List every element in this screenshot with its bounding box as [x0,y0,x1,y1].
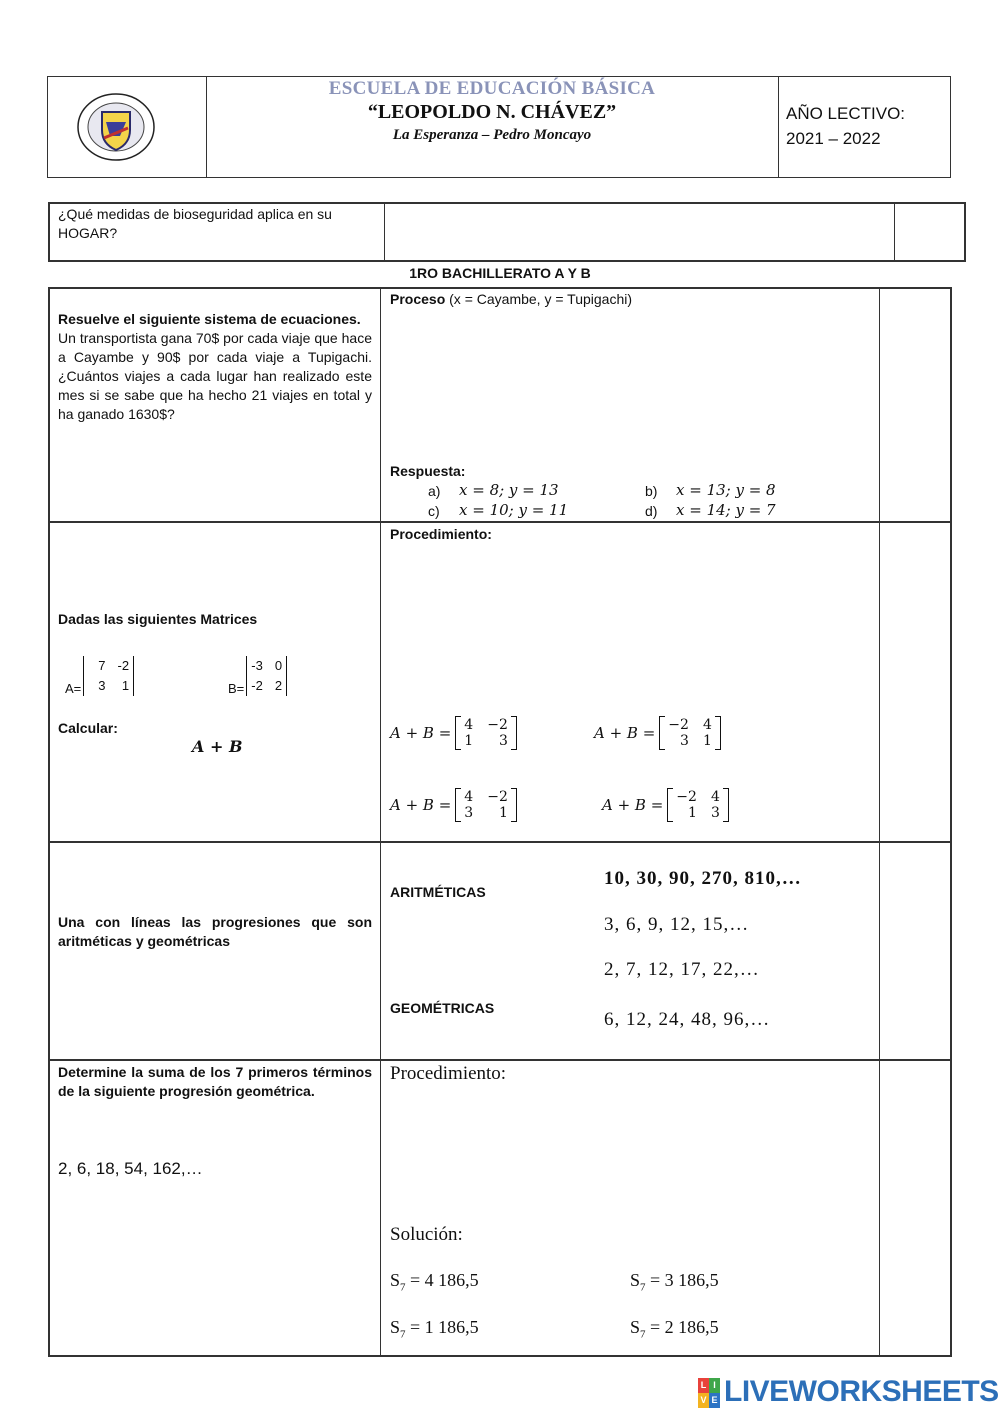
school-subname: “LEOPOLDO N. CHÁVEZ” [367,101,617,123]
q1-option-b-letter[interactable]: b) [645,483,658,499]
q1-answer-label: Respuesta: [390,463,466,479]
q2-option-4-matrix: −2 4 1 3 [667,788,729,822]
q4-divider-2 [879,1059,880,1357]
matrix-b-cell: -3 [251,658,263,673]
q3-sequence-1[interactable]: 10, 30, 90, 270, 810,… [604,868,802,889]
q3-geom-label[interactable]: GEOMÉTRICAS [390,1000,495,1016]
matrix-b-cell: -2 [251,678,263,693]
q3-row [48,841,952,1061]
q3-sequence-4[interactable]: 6, 12, 24, 48, 96,… [604,1009,771,1030]
bio-divider-1 [384,202,385,262]
q1-divider-1 [380,287,381,523]
q4-option-1[interactable]: $S_7 = 4$ 186,5 [390,1270,479,1294]
q2-option-1-lhs: A + B = [390,724,452,742]
q1-process [390,290,632,309]
q2-calc-expr: A + B [192,737,243,756]
liveworksheets-logo-icon: L I V E [698,1378,720,1408]
matrix-b-right-bar [286,656,287,696]
year-label: AÑO LECTIVO: [786,104,906,123]
school-logo [76,92,156,162]
q2-option-3-lhs: A + B = [390,796,452,814]
q1-option-a-letter[interactable]: a) [428,483,441,499]
bio-answer-field[interactable] [386,204,892,260]
q4-option-4[interactable]: $S_7 = 2$ 186,5 [630,1317,719,1341]
matrix-b [228,656,287,696]
q2-option-4-lhs: A + B = [602,796,664,814]
q3-sequence-3[interactable]: 2, 7, 12, 17, 22,… [604,959,760,980]
q1-text: Un transportista gana 70$ por cada viaje que hace a Cayambe y 90$ por cada viaje a Tupigachi. ¿Cuántos viajes a cada lugar han realizado este mes si se sabe que ha hecho 21 viajes en total y ha ganado 1630$? [58,330,372,422]
q2-option-2[interactable] [594,716,721,750]
q4-sequence: 2, 6, 18, 54, 162,… [58,1159,203,1178]
q3-arith-label[interactable]: ARITMÉTICAS [390,884,486,900]
matrix-a [65,656,134,696]
q4-row [48,1059,952,1357]
bio-question: ¿Qué medidas de bioseguridad aplica en su HOGAR? [58,206,332,241]
matrix-b-label: B= [228,681,245,696]
q2-divider-1 [380,521,381,843]
matrix-a-cell: 3 [98,678,106,693]
school-location: La Esperanza – Pedro Moncayo [392,127,592,143]
q1-option-d-letter[interactable]: d) [645,503,658,519]
bio-divider-2 [894,202,895,262]
matrix-a-cell: 1 [121,678,130,693]
q1-title: Resuelve el siguiente sistema de ecuaciones. [58,311,361,327]
q3-divider-1 [380,841,381,1061]
liveworksheets-brand[interactable]: LIVEWORKSHEETS [724,1375,999,1408]
q4-option-3[interactable]: $S_7 = 1$ 186,5 [390,1317,479,1341]
q4-option-2[interactable]: $S_7 = 3$ 186,5 [630,1270,719,1294]
matrix-a-values [84,656,133,696]
q2-procedure-label: Procedimiento: [390,526,492,542]
q4-procedure-label: Procedimiento: [390,1063,507,1084]
q2-option-2-matrix: −2 4 3 1 [659,716,721,750]
q2-option-2-lhs: A + B = [594,724,656,742]
q1-process-note: (x = Cayambe, y = Tupigachi) [449,291,633,307]
q1-divider-2 [879,287,880,523]
q2-option-4[interactable] [602,788,729,822]
school-name: ESCUELA DE EDUCACIÓN BÁSICA [328,78,656,99]
matrix-b-values [247,656,286,696]
matrix-b-cell: 0 [274,658,283,673]
q2-option-3-matrix: 4 −2 3 1 [455,788,517,822]
q2-title: Dadas las siguientes Matrices [58,611,258,627]
q4-solution-label: Solución: [390,1224,463,1245]
q1-option-c-letter[interactable]: c) [428,503,440,519]
q1-process-label: Proceso [390,291,446,307]
q4-instruction: Determine la suma de los 7 primeros términos de la siguiente progresión geométrica. [58,1064,372,1099]
matrix-a-cell: 7 [98,658,106,673]
q2-option-1-matrix: 4 −2 1 3 [455,716,517,750]
matrix-b-cell: 2 [274,678,283,693]
q1-option-b[interactable]: x = 13; y = 8 [676,481,776,499]
q3-instruction: Una con líneas las progresiones que son aritméticas y geométricas [58,914,372,949]
matrix-a-right-bar [133,656,134,696]
q1-option-d[interactable]: x = 14; y = 7 [676,501,776,519]
matrix-a-label: A= [65,681,82,696]
q2-divider-2 [879,521,880,843]
q2-option-1[interactable] [390,716,517,750]
q1-option-c[interactable]: x = 10; y = 11 [459,501,569,519]
section-title: 1RO BACHILLERATO A Y B [409,265,591,281]
q1-option-a[interactable]: x = 8; y = 13 [459,481,559,499]
year-value: 2021 – 2022 [786,129,881,148]
q3-sequence-2[interactable]: 3, 6, 9, 12, 15,… [604,914,750,935]
matrix-a-cell: -2 [117,658,130,673]
q3-divider-2 [879,841,880,1061]
q4-divider-1 [380,1059,381,1357]
q2-option-3[interactable] [390,788,517,822]
header-divider-2 [778,76,779,178]
q2-calc-label: Calcular: [58,720,118,736]
